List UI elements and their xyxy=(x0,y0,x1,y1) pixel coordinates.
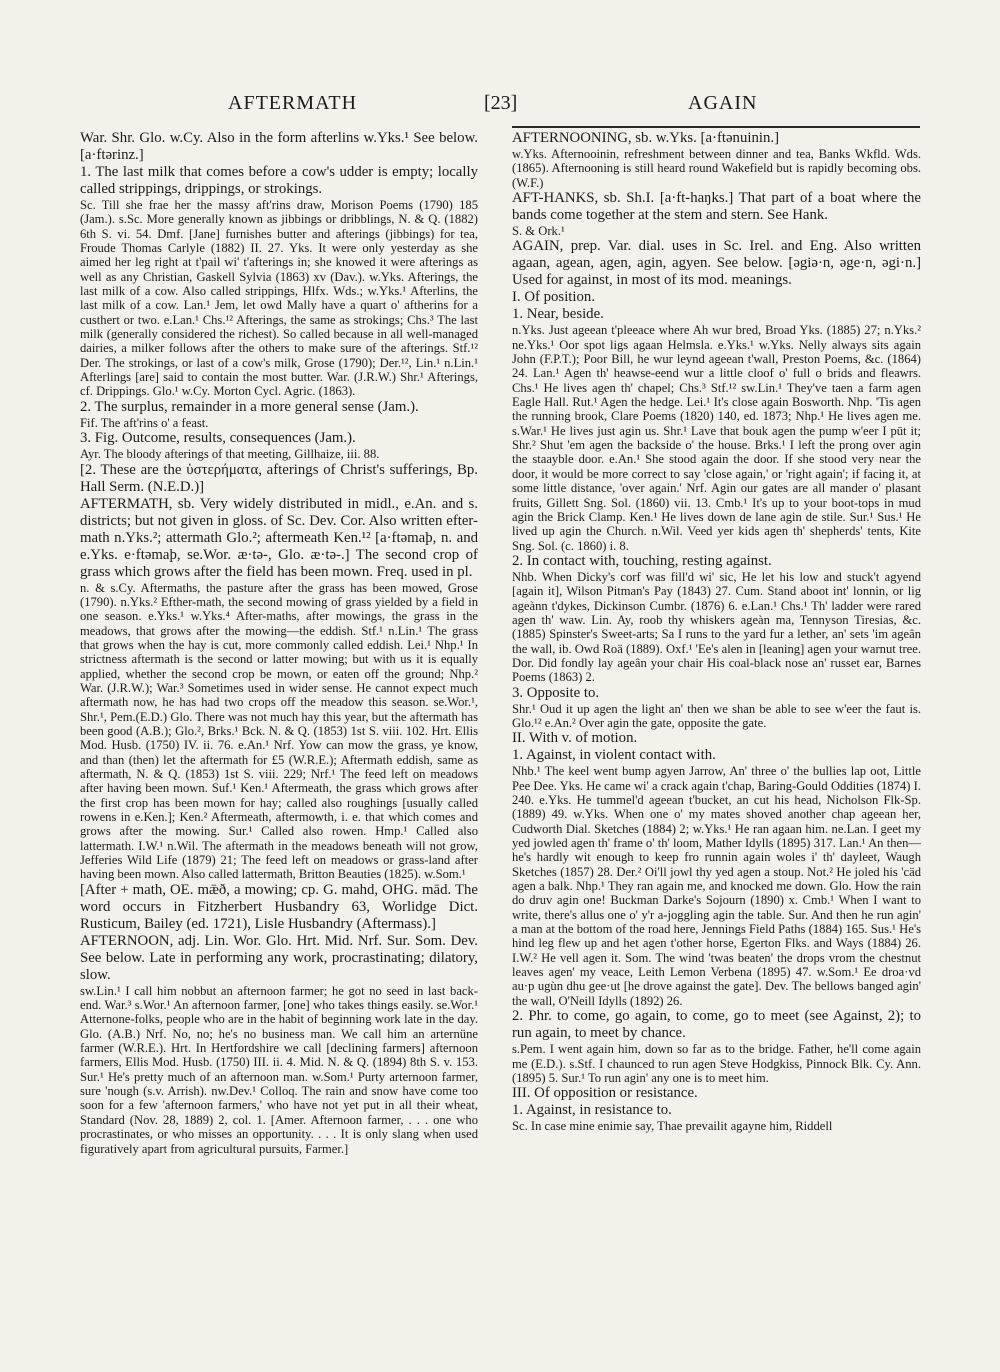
entry-paragraph: 3. Fig. Outcome, results, consequences (Jam.). xyxy=(80,430,356,447)
entry-paragraph: Ayr. The bloody afterings of that meeting, Gillhaize, iii. 88. xyxy=(80,447,380,462)
entry-paragraph: Nhb. When Dicky's corf was fill'd wi' sic, He let his low and stuck't agyend [again it], Wilson Pitman's Pay (1843) 27. Cum. Stand aboot int' lonnin, or lig ageànn t'dykes, Dickinson Cumbr. (1876) 6. e.Lan.¹ Chs.¹ Th' ladder were rared agen th' waw. Lin. Ay, roob thy whiskers ageàn ma, Tennyson Tiresias, &c. (1885) Spinster's Sweet-arts; Sa I runs to the yard fur a lether, an' sets 'im ageân the wall, ib. Owd Roä (1889). Oxf.¹ 'Ee's alen in [leaning] agen your warnut tree. Dor. Did fondly lay ageân your chair His coal-black nose an' russet ear, Barnes Poems (1863) 2. xyxy=(512,569,921,685)
header-right-word: AGAIN xyxy=(688,92,758,114)
entry-paragraph: AFTERMATH, sb. Very widely distributed in midl., e.An. and s. districts; but not given in gloss. of Sc. Dev. Cor. Also written efter-math n.Yks.²; attermath Glo.²; aftermeath Ken.¹² [a·ftəmaþ, n. and e.Yks. e·ftəmaþ, se.Wor. æ·tə-, Glo. æ·tə-.] The second crop of grass which grows after the field has been mown. Freq. used in pl. xyxy=(80,495,478,580)
entry-paragraph: Fif. The aft'rins o' a feast. xyxy=(80,415,209,430)
entry-paragraph: w.Yks. Afternooinin, refreshment between dinner and tea, Banks Wkfld. Wds. (1865). Afternooning is still heard round Wakefield but is rapidly becoming obs. (W.F.) xyxy=(512,147,921,190)
entry-paragraph: [2. These are the ὑστερήματα, afterings of Christ's sufferings, Bp. Hall Serm. (N.E.D.)] xyxy=(80,461,478,495)
entry-paragraph: Nhb.¹ The keel went bump agyen Jarrow, An' three o' the bullies lap oot, Little Pee Dee. Yks. He came wi' a crack again t'chap, Baring-Gould Oddities (1874) I. 240. e.Yks. He tummel'd ageean t'bucket, an cut his head, Nicholson Flk-Sp. (1889) 49. w.Yks. When one o' my mates shoved another chap ageean her, Cudworth Dial. Sketches (1884) 2; w.Yks.¹ He ran agaan him. ne.Lan. I geet my yed jowled agen th' frame o' th' loom, Mather Idylls (1895) 317. Lan.¹ An then—he's hardly wit enough to keep fro runnin again woles i' th' dayleet, Waugh Sketches (1857) 28. Der.² Oi'll jowl thy yed agen a stoup. Not.² He joled his 'cäd agen a balk. Nhp.¹ They ran again me, and knocked me down. Glo. How the rain do druv agin one! Buckman Darke's Sojourn (1890) x. Cmb.¹ When I want to write, there's allus one o' y'r a-joggling agin the table. Sur. And then he run agin' a man at the bottom of the road here, Jennings Field Paths (1884) 165. Sus.¹ He's hind leg flew up and het agen t'other horse, Egerton Flks. and Ways (1884) 26. I.W.² He vell agen it. Som. The wind 'twas beaten' the drops vrom the chestnut leaves agen' my veace, Leith Lemon Verbena (1895) 47. w.Som.¹ Ee droa·vd au·p ugùn dhu gee·ut [he drove against the gate]. Dev. The bellows banged agin' the wall, O'Neill Idylls (1892) 26. xyxy=(512,764,921,1008)
right-column xyxy=(512,130,921,1290)
entry-paragraph: AFT-HANKS, sb. Sh.I. [a·ft-haŋks.] That part of a boat where the bands come together at the stem and stern. See Hank. xyxy=(512,190,921,224)
entry-paragraph: AFTERNOONING, sb. w.Yks. [a·ftənuinin.] xyxy=(512,130,779,146)
entry-paragraph: II. With v. of motion. xyxy=(512,730,638,747)
entry-paragraph: AFTERNOON, adj. Lin. Wor. Glo. Hrt. Mid. Nrf. Sur. Som. Dev. See below. Late in performing any work, procrastinating; dilatory, slow. xyxy=(80,932,478,983)
entry-paragraph: III. Of opposition or resistance. xyxy=(512,1085,698,1102)
entry-paragraph: 2. Phr. to come, go again, to come, go to meet (see Against, 2); to run again, to meet by chance. xyxy=(512,1008,921,1042)
entry-paragraph: Shr.¹ Oud it up agen the light an' then we shan be able to see w'eer the faut is. Glo.¹² e.An.² Over agin the gate, opposite the gate. xyxy=(512,701,921,730)
entry-paragraph: 1. The last milk that comes before a cow's udder is empty; locally called strippings, drippings, or strokings. xyxy=(80,164,478,197)
entry-paragraph: War. Shr. Glo. w.Cy. Also in the form afterlins w.Yks.¹ See below. [a·ftərinz.] xyxy=(80,130,478,163)
entry-paragraph: s.Pem. I went again him, down so far as to the bridge. Father, he'll come again me (E.D.). s.Stf. I chaunced to run agen Steve Hodgkiss, Pinnock Blk. Cy. Ann. (1895) 5. Sur.¹ To run agin' any one is to meet him. xyxy=(512,1042,921,1085)
page-header xyxy=(0,92,1000,122)
entry-paragraph: 1. Against, in resistance to. xyxy=(512,1102,672,1119)
entry-paragraph: 3. Opposite to. xyxy=(512,684,600,701)
header-left-word: AFTERMATH xyxy=(228,92,358,114)
entry-paragraph: n. & s.Cy. Aftermaths, the pasture after the grass has been mowed, Grose (1790). n.Yks.² Efther-math, the second mowing of grass yielded by a field in one season. e.Yks.¹ w.Yks.⁴ After-maths, after mowings, the grass in the meadows, that grows after the mowing—the eddish. Stf.¹ n.Lin.¹ The grass that grows when the hay is cut, more commonly called eddish. Lei.¹ Nhp.¹ In strictness aftermath is the second or latter mowing; but with us it is equally applied, whether the second crop be mown, or eaten off the ground; Nhp.² War. (J.R.W.); War.³ Sometimes used in wider sense. He cannot expect much aftermath now, he has had two crops off the meadow this season. se.Wor.¹, Shr.¹, Pem.(E.D.) Glo. There was not much hay this year, but the aftermath has been good (A.B.); Glo.², Brks.¹ Bck. N. & Q. (1853) 1st S. viii. 102. Hrt. Ellis Mod. Husb. (1750) IV. ii. 76. e.An.¹ Nrf. Yow can mow the grass, ye know, and than (then) let the aftermath for £5 (W.R.E.); Aftermath eddish, same as aftermath, N. & Q. (1853) 1st S. viii. 229; Nrf.¹ The feed left on meadows after having been mown. Suf.¹ Ken.¹ Aftermeath, the grass which grows after the first crop has been mown for hay; called also roughings [usually called rowens in e.Ken.]; Ken.² Aftermeath, aftermowth, i. e. that which comes and grows after the mowing. Sur.¹ Called also rowen. Hmp.¹ Called also lattermath. I.W.¹ n.Wil. The aftermath in the meadows beneath will not grow, Jefferies Wild Life (1879) 21; The feed left on meadows or grass-land after having been mown. Also called lattermath, Britton Beauties (1825). w.Som.¹ xyxy=(80,580,478,882)
entry-paragraph: 2. The surplus, remainder in a more general sense (Jam.). xyxy=(80,398,419,415)
entry-paragraph: 1. Against, in violent contact with. xyxy=(512,747,716,764)
entry-paragraph: Sc. In case mine enimie say, Thae prevailit agayne him, Riddell xyxy=(512,1119,833,1134)
entry-paragraph: [After + math, OE. mǣð, a mowing; cp. G. mahd, OHG. mād. The word occurs in Fitzherbert Husbandry 63, Worlidge Dict. Rusticum, Bailey (ed. 1721), Lisle Husbandry (Aftermass).] xyxy=(80,881,478,932)
entry-paragraph: 1. Near, beside. xyxy=(512,306,604,323)
entry-paragraph: I. Of position. xyxy=(512,289,596,306)
entry-paragraph: Sc. Till she frae her the massy aft'rins draw, Morison Poems (1790) 185 (Jam.). s.Sc. More generally known as jibbings or dribblings, N. & Q. (1882) 6th S. vi. 54. Dmf. [Jane] furnishes butter and afterings (jibbings) for tea, Froude Thomas Carlyle (1882) II. 27. Yks. It were only yesterday as she aimed her leg right at t'pail wi' t'afterings in; she knowed it were afterings as well as any Christian, Gaskell Sylvia (1863) xv (Dav.). w.Yks. Afterings, the last milk of a cow. Also called strippings, Hlfx. Wds.; w.Yks.¹ Afterlins, the last milk of a cow. Lan.¹ Jem, let owd Mally have a quart o' aftherins for a custhert or two. e.Lan.¹ Chs.¹² Afterings, the same as strokings; Chs.³ The last milk (generally considered the richest). So called because in all well-managed dairies, a milker follows after the others to make sure of the afterings. Stf.¹² Der. The strokings, or last of a cow's milk, Grose (1790); Der.¹², Lin.¹ n.Lin.¹ Afterlings [are] said to contain the most butter. War. (J.R.W.) Shr.¹ Afterings, cf. Drippings. Glo.¹ w.Cy. Morton Cycl. Agric. (1863). xyxy=(80,198,478,399)
entry-paragraph: S. & Ork.¹ xyxy=(512,224,565,239)
left-column xyxy=(80,130,478,1290)
page-number: [23] xyxy=(484,92,518,114)
entry-paragraph: 2. In contact with, touching, resting against. xyxy=(512,552,772,569)
header-rule xyxy=(512,126,920,128)
entry-paragraph: AGAIN, prep. Var. dial. uses in Sc. Irel. and Eng. Also written agaan, agean, agen, agin, agyen. See below. [əgiə·n, əge·n, əgi·n.] Used for against, in most of its mod. meanings. xyxy=(512,238,921,289)
entry-paragraph: n.Yks. Just ageean t'pleeace where Ah wur bred, Broad Yks. (1885) 27; n.Yks.² ne.Yks.¹ Oor spot ligs agaan Helmsla. e.Yks.¹ w.Yks. Nelly always sits again John (F.P.T.); Poor Bill, he wur leynd ageean t'wall, Preston Poems, &c. (1864) 24. Lan.¹ Agen th' heawse-eend wur a little cloof o' full o brids and fleawrs. Chs.¹ He lives agen th' chapel; Chs.³ Stf.¹² sw.Lin.¹ They've taen a farm agen Eagle Hall. Rut.¹ Agen the hedge. Lei.¹ It's close again Bosworth. Nhp. 'Tis agen the running brook, Clare Poems (1820) 140, ed. 1873; Nhp.¹ He lives agen me. s.War.¹ He lives just agin us. Shr.¹ Lave that bouk agen the pump w'eer I pūt it; Shr.² Shut 'em agen the backside o' the house. Brks.¹ I left the prong over agin the staayble door. e.An.¹ She stood again the door. If she stood very near the door, it would be more correct to say 'close again,' or 'right again'; if facing it, at some little distance, 'over again.' Nrf. Agin our gates are all mander o' plasant fruits, Gillett Sng. Sol. (1860) vii. 13. Cmb.¹ It's up to your boot-tops in mud agin the Brick Clamp. Ken.¹ He lives down de lane agin de stile. Sur.¹ Sus.¹ He lived up agin the Church. n.Wil. Veed yer kids agen th' shepherds' tents, Kite Sng. Sol. (c. 1860) i. 8. xyxy=(512,323,921,553)
entry-paragraph: sw.Lin.¹ I call him nobbut an afternoon farmer; he got no seed in last back-end. War.³ s.Wor.¹ An afternoon farmer, [one] who takes things easily. se.Wor.¹ Atternone-folks, people who are in the habit of beginning work late in the day. Glo. (A.B.) Nrf. No, no; he's no business man. We call him an arternüne farmer (W.R.E.). Hrt. In Hertfordshire we call [declining farmers] afternoon farmers, Ellis Mod. Husb. (1750) III. ii. 4. Mid. N. & Q. (1894) 8th S. v. 153. Sur.¹ He's pretty much of an afternoon man. w.Som.¹ Purty arternoon farmer, sure 'nough (s.v. Arrish). nw.Dev.¹ Colloq. The rain and snow have come too soon for a few 'afternoon farmers,' who have not yet put in all their wheat, Standard (Nov. 28, 1889) 2, col. 1. [Amer. Afternoon farmer, . . . one who procrastinates, or who misses an opportunity. . . . It is only slang when used figuratively apart from agricultural pursuits, Farmer.] xyxy=(80,983,478,1156)
